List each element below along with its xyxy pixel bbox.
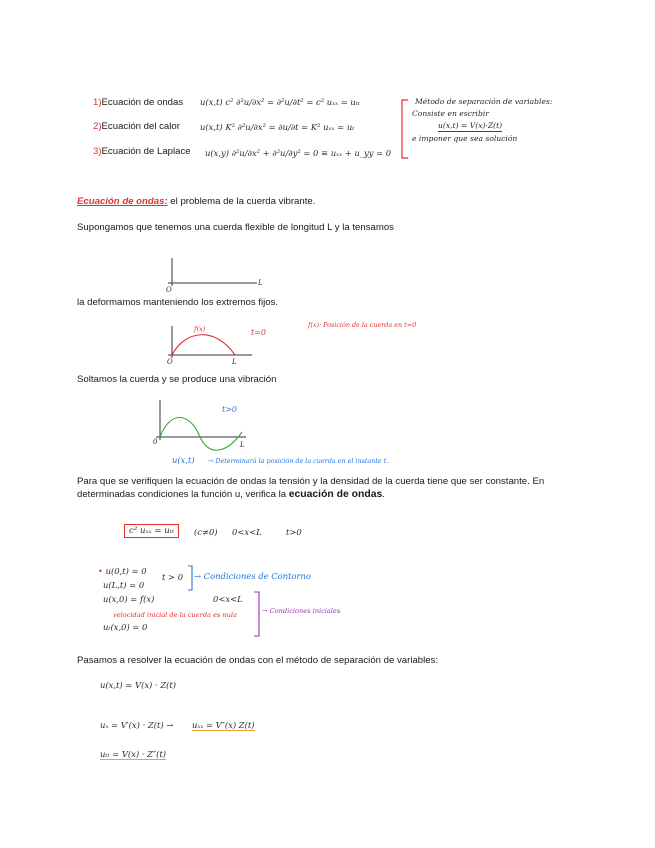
t0-label: t=0 [251, 328, 267, 337]
note-line: u(x,t) = V(x)·Z(t) [438, 121, 503, 130]
origin-label: 0 [153, 438, 158, 446]
second-derivative-t: uₜₜ = V(x) · Z″(t) [100, 749, 167, 759]
fx-label: f(x) [194, 325, 206, 333]
bullet-icon: • [98, 566, 106, 576]
boundary-condition: u(L,t) = 0 [103, 580, 145, 590]
row-label: Ecuación de ondas [101, 97, 184, 108]
row-label: Ecuación de Laplace [101, 146, 191, 157]
bold-run: ecuación de ondas [288, 489, 383, 500]
u-note-label: u(x,t) [172, 455, 195, 465]
initial-condition: u(x,0) = f(x) [103, 594, 155, 604]
origin-label: O [166, 286, 172, 294]
initial-condition: uₜ(x,0) = 0 [103, 622, 148, 632]
row-number: 2) [93, 121, 102, 132]
condition: 0<x<L [232, 527, 262, 537]
end-label: L [232, 358, 237, 366]
paragraph: la deformamos manteniendo los extremos fijos. [77, 297, 279, 308]
text-run: determinadas condiciones la función u, verifica la [77, 489, 289, 500]
note-line: e imponer que sea solución [412, 134, 518, 143]
tpos-label: t>0 [222, 405, 238, 414]
condition: t>0 [286, 527, 302, 537]
condition-text: u(0,t) = 0 [105, 566, 147, 576]
condition: (c≠0) [194, 527, 218, 537]
time-condition: t > 0 [162, 572, 184, 582]
range-condition: 0<x<L [213, 594, 243, 604]
row-formula: u(x,t) K² ∂²u/∂x² = ∂u/∂t = K² uₓₓ = uₜ [200, 122, 355, 132]
end-label: L [258, 279, 263, 287]
velocity-note: velocidad inicial de la cuerda es nula [113, 611, 237, 619]
paragraph: Soltamos la cuerda y se produce una vibración [77, 374, 277, 385]
origin-label: O [167, 358, 173, 366]
fx-note: f(x): Posición de la cuerda en t=0 [308, 321, 417, 329]
paragraph: Supongamos que tenemos una cuerda flexible de longitud L y la tensamos [77, 222, 394, 233]
separation-equation: u(x,t) = V(x) · Z(t) [100, 680, 177, 690]
u-note: → Determinará la posición de la cuerda en el instante t. [208, 457, 389, 465]
row-formula: u(x,t) c² ∂²u/∂x² = ∂²u/∂t² = c² uₓₓ = uₜₜ [200, 97, 360, 107]
second-derivative-x: uₓₓ = V″(x) Z(t) [192, 720, 255, 730]
paragraph: Para que se verifiquen la ecuación de ondas la tensión y la densidad de la cuerda tiene que ser constante. En [77, 476, 545, 487]
row-formula: u(x,y) ∂²u/∂x² + ∂²u/∂y² = 0 ≡ uₓₓ + u_yy = 0 [205, 148, 392, 158]
note-line: Consiste en escribir [412, 109, 489, 118]
derivative-equation: uₓ = V′(x) · Z(t) → [100, 720, 174, 730]
section-heading: Ecuación de ondas: [77, 196, 168, 207]
wave-equation-box: c² uₓₓ = uₜₜ [124, 524, 179, 538]
note-line: Método de separación de variables: [415, 97, 553, 106]
text-run: . [382, 489, 385, 500]
end-label: L [240, 441, 245, 449]
row-label: Ecuación del calor [101, 121, 180, 132]
row-number: 3) [93, 146, 102, 157]
row-number: 1) [93, 97, 102, 108]
iniciales-note: → Condiciones iniciales [262, 607, 341, 615]
section-heading-rest: el problema de la cuerda vibrante. [167, 196, 316, 207]
contorno-note: → Condiciones de Contorno [194, 571, 311, 581]
paragraph: Pasamos a resolver la ecuación de ondas con el método de separación de variables: [77, 655, 439, 666]
